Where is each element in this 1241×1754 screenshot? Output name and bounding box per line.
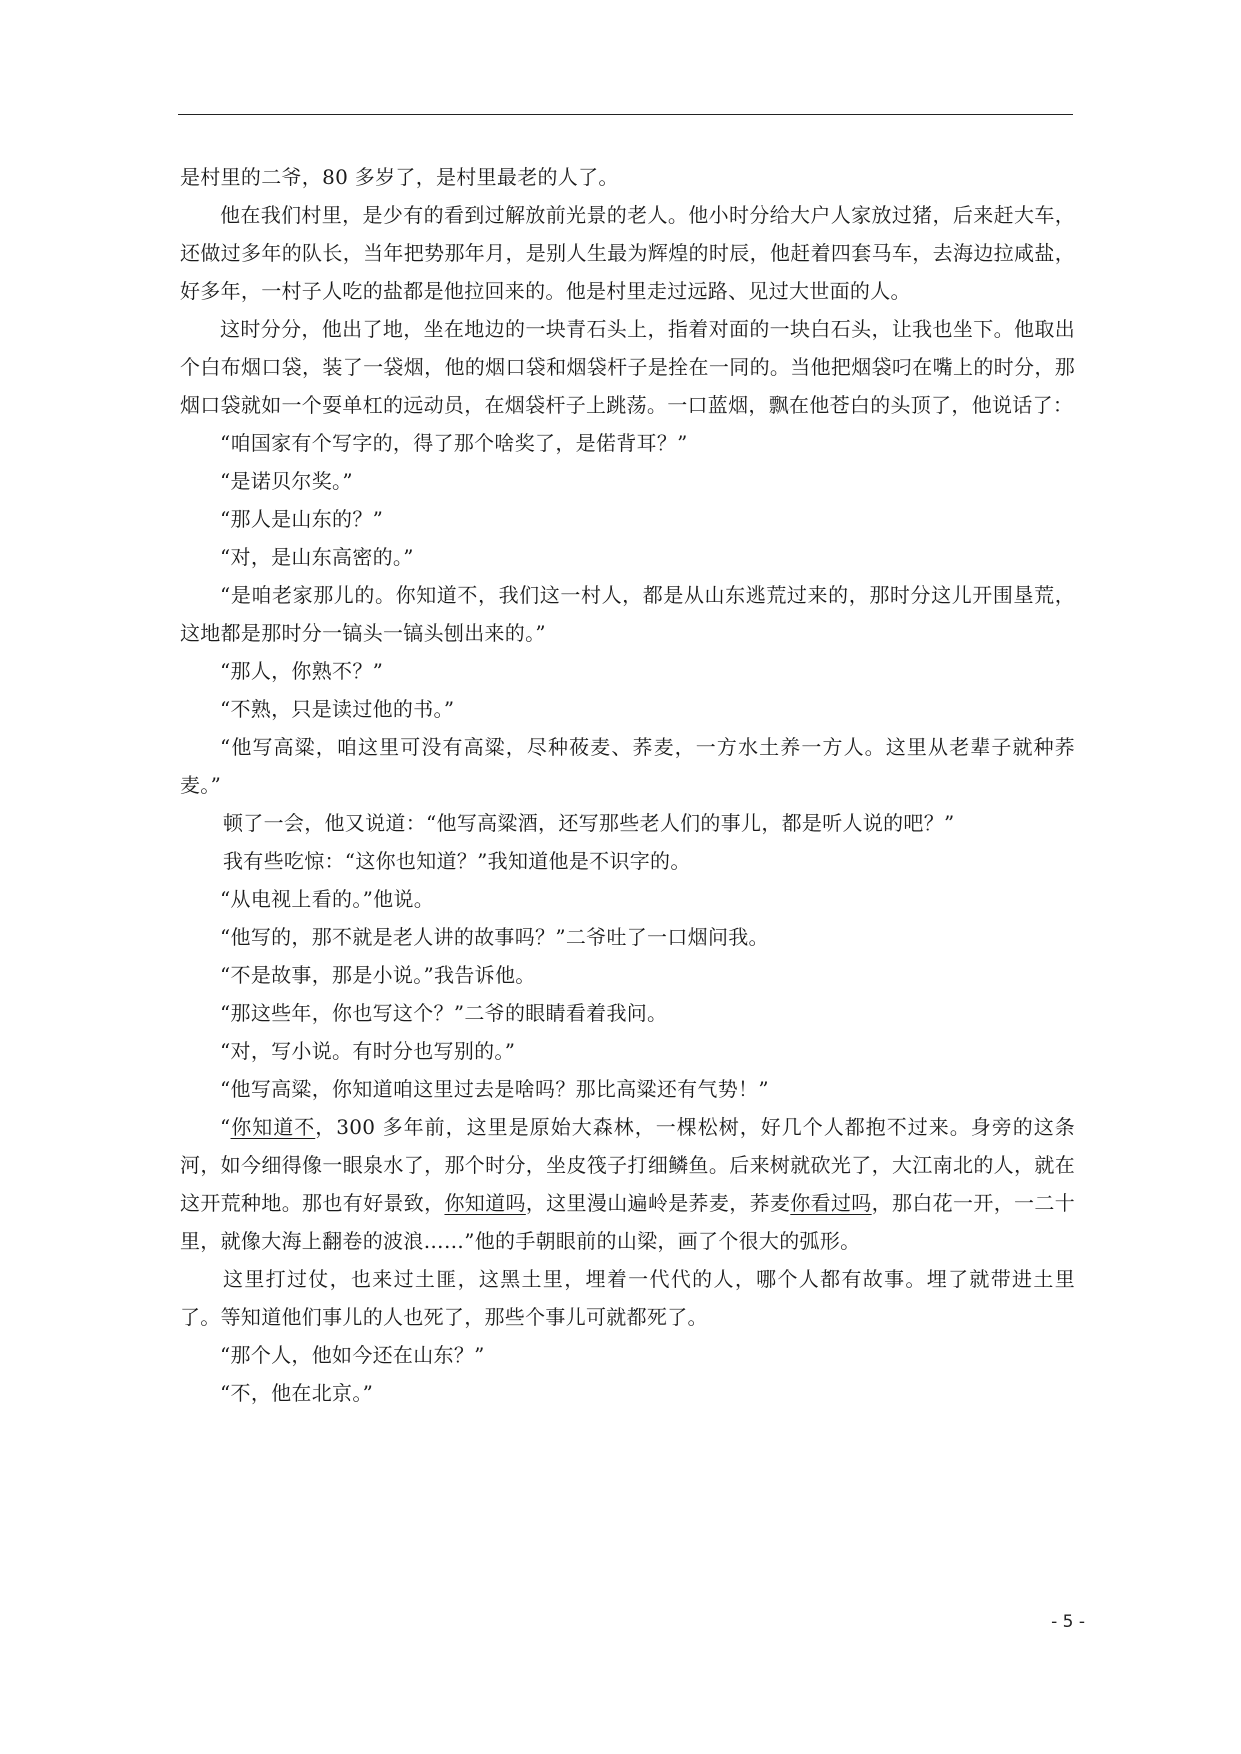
text-segment: “他写高粱，咱这里可没有高粱，尽种莜麦、荞麦，一方水土养一方人。这里从老辈子就种荞麦。”	[180, 735, 1075, 797]
paragraph	[180, 1260, 1075, 1336]
paragraph	[180, 804, 1075, 842]
text-segment: “是诺贝尔奖。”	[220, 469, 353, 493]
paragraph	[180, 462, 1075, 500]
paragraph	[180, 1108, 1075, 1260]
paragraph	[180, 918, 1075, 956]
paragraph	[180, 652, 1075, 690]
text-segment: “那人是山东的？”	[220, 507, 384, 531]
paragraph	[180, 1336, 1075, 1374]
text-segment: 这里打过仗，也来过土匪，这黑土里，埋着一代代的人，哪个人都有故事。埋了就带进土里了。等知道他们事儿的人也死了，那些个事儿可就都死了。	[180, 1267, 1075, 1329]
text-segment: 我有些吃惊：“这你也知道？”我知道他是不识字的。	[223, 849, 691, 873]
paragraph	[180, 424, 1075, 462]
paragraph	[180, 1032, 1075, 1070]
text-segment: “那这些年，你也写这个？”二爷的眼睛看着我问。	[220, 1001, 668, 1025]
text-segment: “是咱老家那儿的。你知道不，我们这一村人，都是从山东逃荒过来的，那时分这儿开围垦荒，这地都是那时分一镐头一镐头刨出来的。”	[180, 583, 1075, 645]
text-segment: 这时分分，他出了地，坐在地边的一块青石头上，指着对面的一块白石头，让我也坐下。他取出个白布烟口袋，装了一袋烟，他的烟口袋和烟袋杆子是拴在一同的。当他把烟袋叼在嘴上的时分，那烟口袋就如一个耍单杠的远动员，在烟袋杆子上跳荡。一口蓝烟，飘在他苍白的头顶了，他说话了：	[180, 317, 1075, 417]
underlined-phrase: 你知道不	[230, 1115, 316, 1139]
paragraph	[180, 158, 1075, 196]
text-segment: 是村里的二爷，80 多岁了，是村里最老的人了。	[180, 165, 619, 189]
text-segment: “咱国家有个写字的，得了那个啥奖了，是偌背耳？”	[220, 431, 688, 455]
paragraph	[180, 538, 1075, 576]
paragraph	[180, 690, 1075, 728]
text-segment: “他写的，那不就是老人讲的故事吗？”二爷吐了一口烟问我。	[220, 925, 769, 949]
text-segment: 顿了一会，他又说道：“他写高粱酒，还写那些老人们的事儿，都是听人说的吧？”	[223, 811, 955, 835]
paragraph	[180, 994, 1075, 1032]
header-rule	[178, 114, 1073, 115]
text-segment: “	[220, 1115, 231, 1139]
text-segment: “对，是山东高密的。”	[220, 545, 414, 569]
text-segment: “那人，你熟不？”	[220, 659, 384, 683]
text-segment: “对，写小说。有时分也写别的。”	[220, 1039, 516, 1063]
text-segment: “那个人，他如今还在山东？”	[220, 1343, 485, 1367]
paragraph	[180, 728, 1075, 804]
paragraph	[180, 842, 1075, 880]
underlined-phrase: 你知道吗	[444, 1191, 526, 1215]
text-segment: ，300 多年前，这里是原始大森林，一棵松树，好几个人都抱不过来。身旁的这条河，如今细得像一眼泉水了，那个时分，坐皮筏子打细鳞鱼。后来树就砍光了，大江南北的人，就在这开荒种地。那也有好景致，	[180, 1115, 1076, 1215]
page-number: - 5 -	[1051, 1612, 1085, 1632]
text-segment: “不熟，只是读过他的书。”	[220, 697, 455, 721]
text-segment: “他写高粱，你知道咱这里过去是啥吗？那比高粱还有气势！”	[220, 1077, 769, 1101]
paragraph	[180, 1070, 1075, 1108]
paragraph	[180, 880, 1075, 918]
document-body	[180, 158, 1075, 1412]
text-segment: 他在我们村里，是少有的看到过解放前光景的老人。他小时分给大户人家放过猪，后来赶大车，还做过多年的队长，当年把势那年月，是别人生最为辉煌的时辰，他赶着四套马车，去海边拉咸盐，好多年，一村子人吃的盐都是他拉回来的。他是村里走过远路、见过大世面的人。	[180, 203, 1075, 303]
underlined-phrase: 你看过吗	[790, 1191, 872, 1215]
paragraph	[180, 956, 1075, 994]
paragraph	[180, 310, 1075, 424]
paragraph	[180, 576, 1075, 652]
text-segment: “不是故事，那是小说。”我告诉他。	[220, 963, 536, 987]
paragraph	[180, 196, 1075, 310]
text-segment: ，那白花一开，一二十里，就像大海上翻卷的波浪……”他的手朝眼前的山梁，画了个很大的弧形。	[180, 1191, 1076, 1253]
text-segment: ，这里漫山遍岭是荞麦，荞麦	[525, 1191, 791, 1215]
paragraph	[180, 1374, 1075, 1412]
paragraph	[180, 500, 1075, 538]
text-segment: “从电视上看的。”他说。	[220, 887, 435, 911]
text-segment: “不，他在北京。”	[220, 1381, 374, 1405]
